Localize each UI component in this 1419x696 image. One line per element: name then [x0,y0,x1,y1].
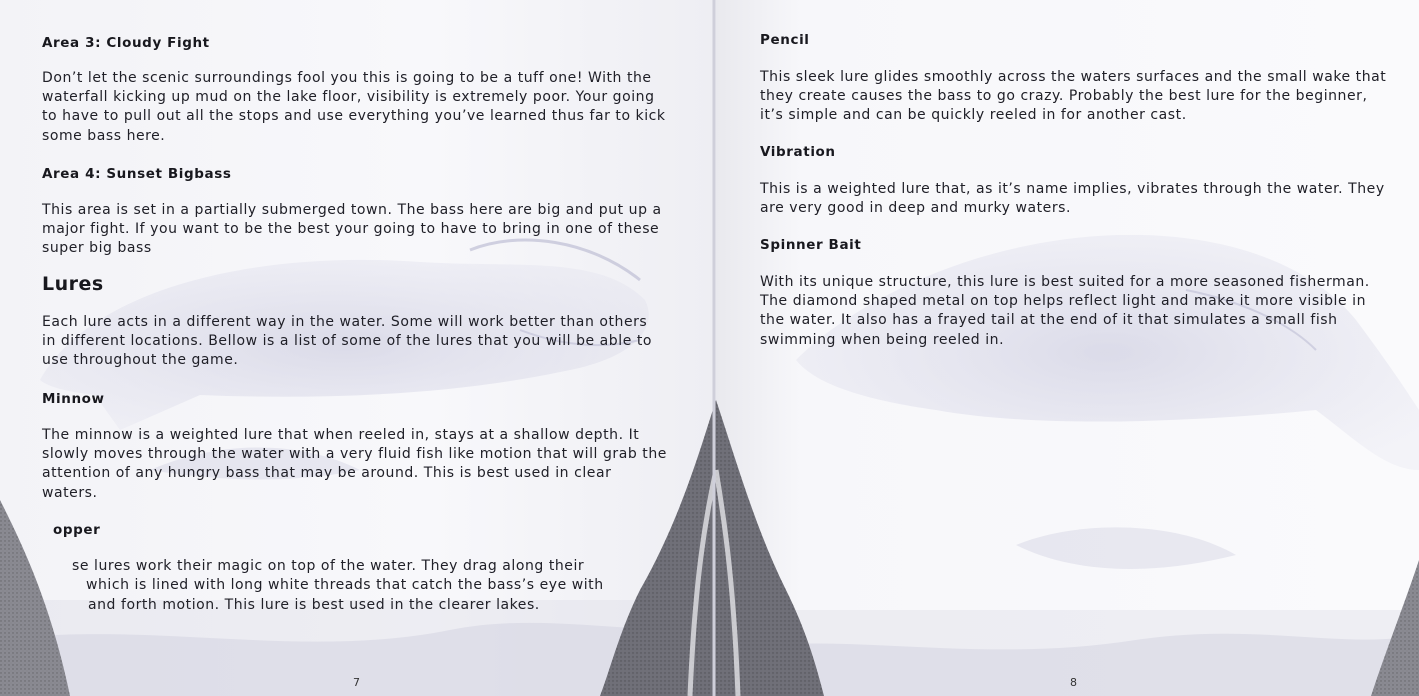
area4-text: This area is set in a partially submerged town. The bass here are big and put up a major fight. If you want to be the best your going to have to bring in one of these super big bass [42,202,662,257]
spinner-bait-heading: Spinner Bait [760,237,862,253]
area3-heading: Area 3: Cloudy Fight [42,35,210,51]
page-number-right: 8 [1070,676,1077,689]
popper-text-line-3: and forth motion. This lure is best used in the clearer lakes. [88,597,540,613]
right-page [716,0,1419,696]
pencil-heading: Pencil [760,32,810,48]
popper-heading: opper [53,522,101,538]
vibration-heading: Vibration [760,144,836,160]
page-number-left: 7 [353,676,360,689]
minnow-text: The minnow is a weighted lure that when reeled in, stays at a shallow depth. It slowly moves through the water with a very fluid fish like motion that will grab the attention of any hungry bass that may be around. This is best used in clear waters. [42,427,667,501]
minnow-heading: Minnow [42,391,105,407]
area3-text: Don’t let the scenic surroundings fool you this is going to be a tuff one! With the waterfall kicking up mud on the lake floor, visibility is extremely poor. Your going to have to pull out all the stops and use everything you’ve learned thus far to kick some bass here. [42,70,666,144]
spinner-bait-text: With its unique structure, this lure is best suited for a more seasoned fisherman. The diamond shaped metal on top helps reflect light and make it more visible in the water. It also has a frayed tail at the end of it that simulates a small fish swimming when being reeled in. [760,274,1370,348]
lures-text: Each lure acts in a different way in the water. Some will work better than others in different locations. Bellow is a list of some of the lures that you will be able to use throughout the game. [42,314,653,369]
popper-text-line-2: which is lined with long white threads that catch the bass’s eye with [86,577,604,593]
vibration-text: This is a weighted lure that, as it’s name implies, vibrates through the water. They are very good in deep and murky waters. [760,181,1385,217]
area4-heading: Area 4: Sunset Bigbass [42,166,232,182]
lures-heading: Lures [42,273,104,295]
pencil-text: This sleek lure glides smoothly across the waters surfaces and the small wake that they create causes the bass to go crazy. Probably the best lure for the beginner, it’s simple and can be quickly reeled in for another cast. [760,69,1387,124]
popper-text-line-1: se lures work their magic on top of the water. They drag along their [72,558,585,574]
